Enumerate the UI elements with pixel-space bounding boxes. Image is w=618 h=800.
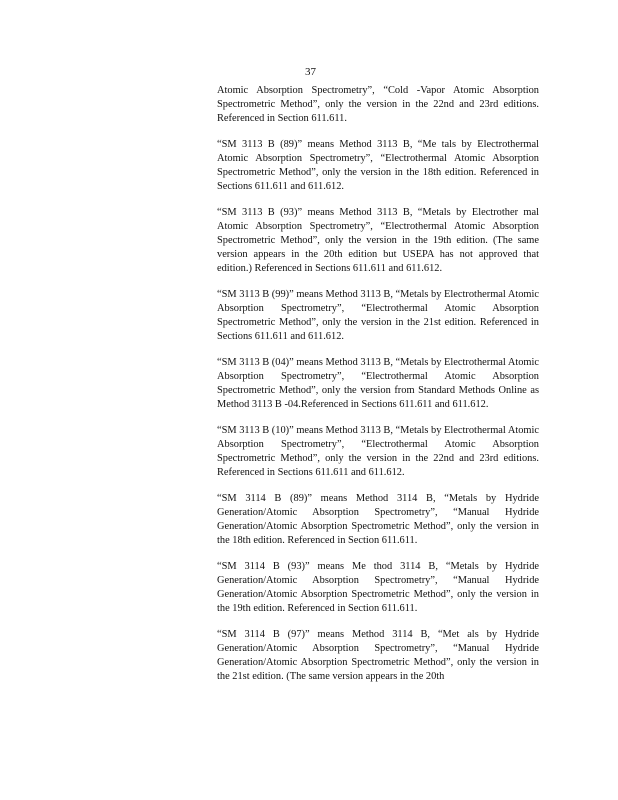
paragraph-sm-3113b-89: “SM 3113 B (89)” means Method 3113 B, “Me tals by Electrothermal Atomic Absorption Spectrometry”, “Electrothermal Atomic Absorption Spectrometric Method”, only the version in the 18th edition. Referenced in Sections 611.611 and 611.612. [217, 139, 539, 192]
paragraph-sm-3113b-93: “SM 3113 B (93)” means Method 3113 B, “Metals by Electrother mal Atomic Absorption Spectrometry”, “Electrothermal Atomic Absorption Spectrometric Method”, only the version in the 19th edition. (The same version appears in the 20th edition but USEPA has not approved that edition.) Referenced in Sections 611.611 and 611.612. [217, 207, 539, 274]
paragraph-sm-3114b-89: “SM 3114 B (89)” means Method 3114 B, “Metals by Hydride Generation/Atomic Absorption Spectrometry”, “Manual Hydride Generation/Atomic Absorption Spectrometric Method”, only the version in the 18th edition. Referenced in Section 611.611. [217, 493, 539, 546]
paragraph-sm-3114b-93: “SM 3114 B (93)” means Me thod 3114 B, “Metals by Hydride Generation/Atomic Absorption Spectrometry”, “Manual Hydride Generation/Atomic Absorption Spectrometric Method”, only the version in the 19th edition. Referenced in Section 611.611. [217, 561, 539, 614]
document-body [217, 84, 539, 696]
paragraph-cold-vapor-continuation: Atomic Absorption Spectrometry”, “Cold -Vapor Atomic Absorption Spectrometric Method”, only the version in the 22nd and 23rd editions. Referenced in Section 611.611. [217, 85, 539, 124]
paragraph-sm-3113b-10: “SM 3113 B (10)” means Method 3113 B, “Metals by Electrothermal Atomic Absorption Spectrometry”, “Electrothermal Atomic Absorption Spectrometric Method”, only the version in the 22nd and 23rd editions. Referenced in Sections 611.611 and 611.612. [217, 425, 539, 478]
paragraph-sm-3113b-99: “SM 3113 B (99)” means Method 3113 B, “Metals by Electrothermal Atomic Absorption Spectrometry”, “Electrothermal Atomic Absorption Spectrometric Method”, only the version in the 21st edition. Referenced in Sections 611.611 and 611.612. [217, 289, 539, 342]
paragraph-sm-3113b-04: “SM 3113 B (04)” means Method 3113 B, “Metals by Electrothermal Atomic Absorption Spectrometry”, “Electrothermal Atomic Absorption Spectrometric Method”, only the version from Standard Methods Online as Method 3113 B -04.Referenced in Sections 611.611 and 611.612. [217, 357, 539, 410]
paragraph-sm-3114b-97: “SM 3114 B (97)” means Method 3114 B, “Met als by Hydride Generation/Atomic Absorption Spectrometry”, “Manual Hydride Generation/Atomic Absorption Spectrometric Method”, only the version in the 21st edition. (The same version appears in the 20th [217, 629, 539, 682]
